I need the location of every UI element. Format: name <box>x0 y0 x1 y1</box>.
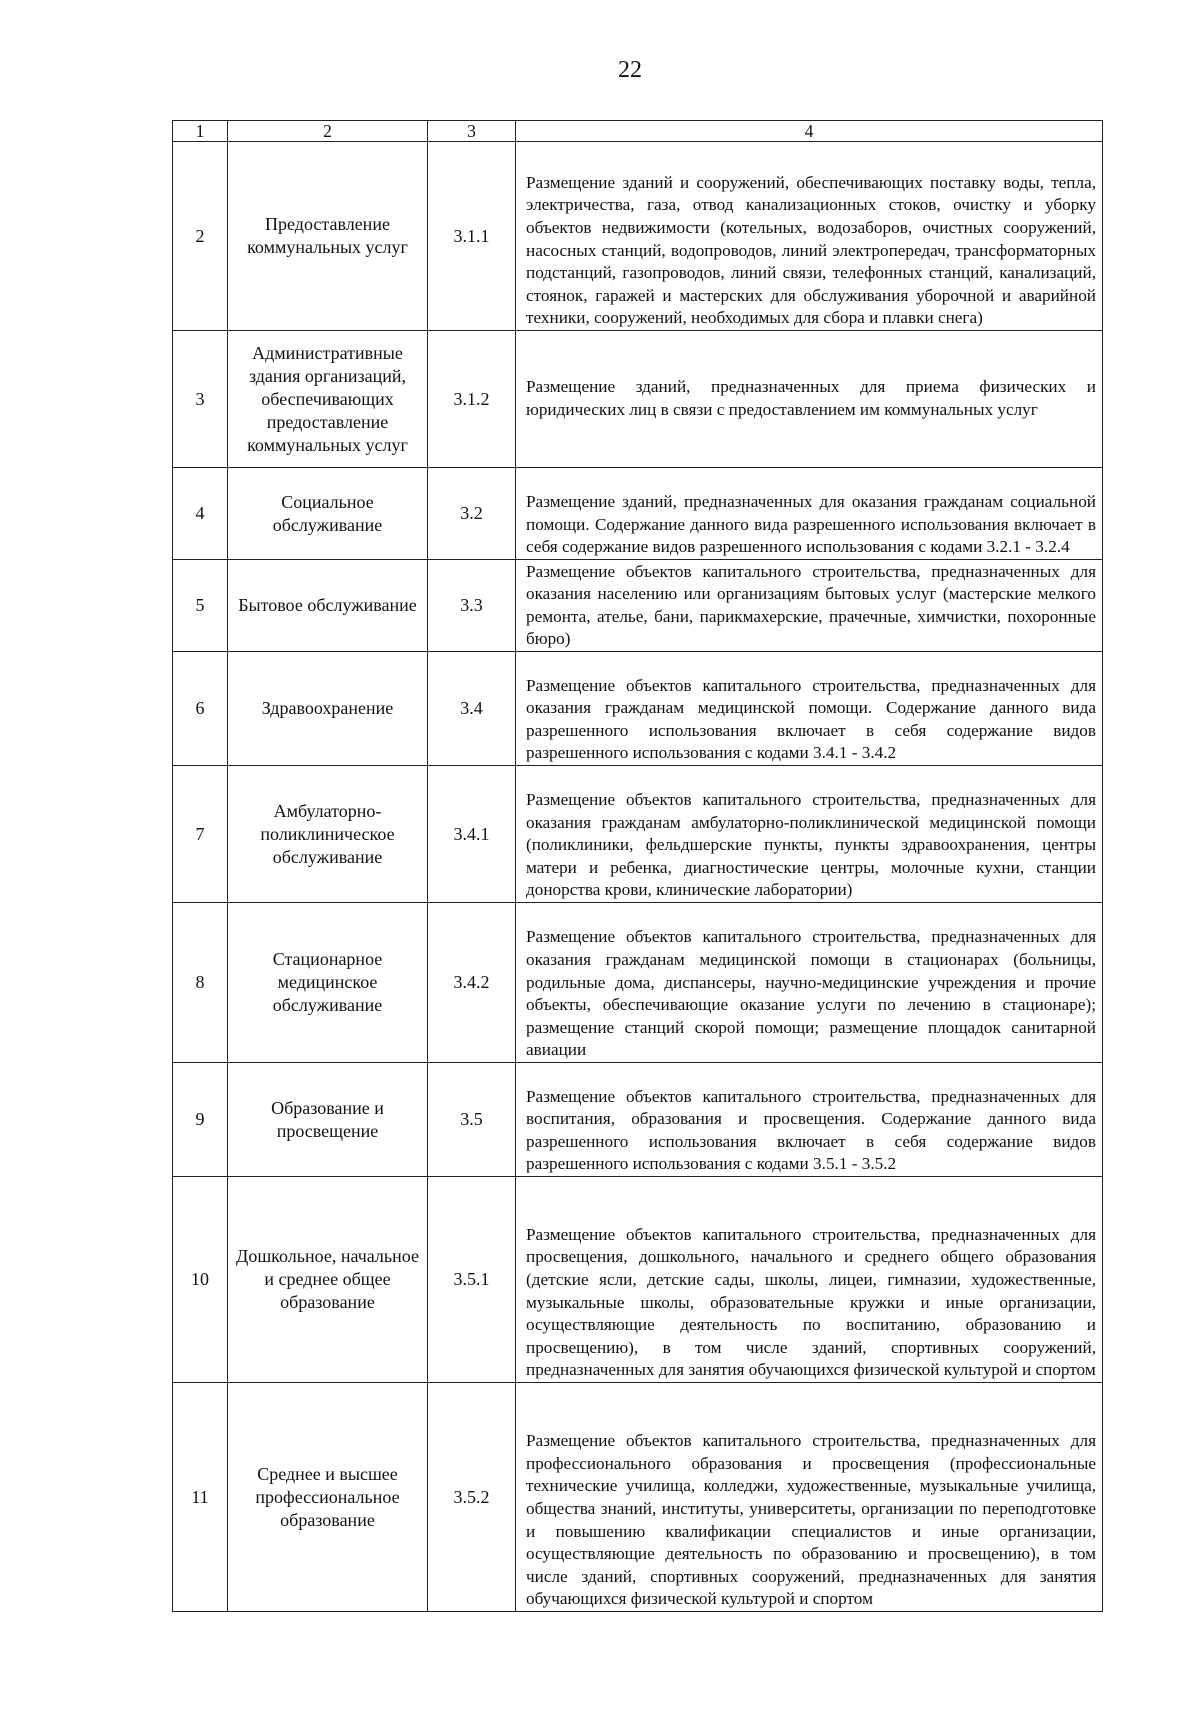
row-code: 3.3 <box>428 560 516 652</box>
row-name: Амбулаторно-поликлиническое обслуживание <box>228 766 428 903</box>
row-description: Размещение зданий, предназначенных для оказания гражданам социальной помощи. Содержание данного вида разрешенного использования включает в себя содержание видов разрешенного использования с кодами 3.2.1 - 3.2.4 <box>516 468 1103 560</box>
row-description: Размещение объектов капитального строительства, предназначенных для профессионального образования и просвещения (профессиональные технические училища, колледжи, художественные, музыкальные училища, общества знаний, институты, университеты, организации по переподготовке и повышению квалификации специалистов и иные организации, осуществляющие деятельность по образованию и просвещению), в том числе зданий, спортивных сооружений, предназначенных для занятия обучающихся физической культурой и спортом <box>516 1383 1103 1612</box>
page-number: 22 <box>618 57 642 83</box>
row-code: 3.5.1 <box>428 1177 516 1383</box>
table-row <box>173 903 1103 1063</box>
land-use-table <box>172 120 1103 1612</box>
row-code: 3.4.1 <box>428 766 516 903</box>
row-number: 7 <box>173 766 228 903</box>
table-row <box>173 142 1103 331</box>
table-row <box>173 652 1103 766</box>
row-description: Размещение объектов капитального строительства, предназначенных для оказания гражданам медицинской помощи. Содержание данного вида разрешенного использования включает в себя содержание видов разрешенного использования с кодами 3.4.1 - 3.4.2 <box>516 652 1103 766</box>
row-number: 2 <box>173 142 228 331</box>
header-cell-3: 3 <box>428 121 516 142</box>
row-number: 11 <box>173 1383 228 1612</box>
row-name: Бытовое обслуживание <box>228 560 428 652</box>
row-number: 4 <box>173 468 228 560</box>
row-name: Дошкольное, начальное и среднее общее образование <box>228 1177 428 1383</box>
row-code: 3.2 <box>428 468 516 560</box>
row-name: Административные здания организаций, обеспечивающих предоставление коммунальных услуг <box>228 331 428 468</box>
row-code: 3.5.2 <box>428 1383 516 1612</box>
row-code: 3.1.1 <box>428 142 516 331</box>
row-number: 3 <box>173 331 228 468</box>
row-number: 8 <box>173 903 228 1063</box>
row-name: Стационарное медицинское обслуживание <box>228 903 428 1063</box>
row-code: 3.5 <box>428 1063 516 1177</box>
row-description: Размещение зданий и сооружений, обеспечивающих поставку воды, тепла, электричества, газа, отвод канализационных стоков, очистку и уборку объектов недвижимости (котельных, водозаборов, очистных сооружений, насосных станций, водопроводов, линий электропередач, трансформаторных подстанций, газопроводов, линий связи, телефонных станций, канализаций, стоянок, гаражей и мастерских для обслуживания уборочной и аварийной техники, сооружений, необходимых для сбора и плавки снега) <box>516 142 1103 331</box>
row-description: Размещение объектов капитального строительства, предназначенных для оказания гражданам медицинской помощи в стационарах (больницы, родильные дома, диспансеры, научно-медицинские учреждения и прочие объекты, обеспечивающие оказание услуги по лечению в стационаре); размещение станций скорой помощи; размещение площадок санитарной авиации <box>516 903 1103 1063</box>
row-number: 6 <box>173 652 228 766</box>
row-code: 3.4.2 <box>428 903 516 1063</box>
row-name: Среднее и высшее профессиональное образование <box>228 1383 428 1612</box>
table-header-row <box>173 121 1103 142</box>
table-row <box>173 1383 1103 1612</box>
row-name: Социальное обслуживание <box>228 468 428 560</box>
table-row <box>173 560 1103 652</box>
row-code: 3.1.2 <box>428 331 516 468</box>
table-row <box>173 468 1103 560</box>
table-row <box>173 1063 1103 1177</box>
header-cell-4: 4 <box>516 121 1103 142</box>
row-number: 5 <box>173 560 228 652</box>
row-name: Здравоохранение <box>228 652 428 766</box>
row-code: 3.4 <box>428 652 516 766</box>
row-number: 9 <box>173 1063 228 1177</box>
row-number: 10 <box>173 1177 228 1383</box>
row-description: Размещение объектов капитального строительства, предназначенных для просвещения, дошкольного, начального и среднего общего образования (детские ясли, детские сады, школы, лицеи, гимназии, художественные, музыкальные школы, образовательные кружки и иные организации, осуществляющие деятельность по воспитанию, образованию и просвещению), в том числе зданий, спортивных сооружений, предназначенных для занятия обучающихся физической культурой и спортом <box>516 1177 1103 1383</box>
header-cell-2: 2 <box>228 121 428 142</box>
row-description: Размещение зданий, предназначенных для приема физических и юридических лиц в связи с предоставлением им коммунальных услуг <box>516 331 1103 468</box>
row-description: Размещение объектов капитального строительства, предназначенных для воспитания, образования и просвещения. Содержание данного вида разрешенного использования включает в себя содержание видов разрешенного использования с кодами 3.5.1 - 3.5.2 <box>516 1063 1103 1177</box>
row-name: Предоставление коммунальных услуг <box>228 142 428 331</box>
table-row <box>173 766 1103 903</box>
table-row <box>173 331 1103 468</box>
row-name: Образование и просвещение <box>228 1063 428 1177</box>
row-description: Размещение объектов капитального строительства, предназначенных для оказания гражданам амбулаторно-поликлинической медицинской помощи (поликлиники, фельдшерские пункты, пункты здравоохранения, центры матери и ребенка, диагностические центры, молочные кухни, станции донорства крови, клинические лаборатории) <box>516 766 1103 903</box>
row-description: Размещение объектов капитального строительства, предназначенных для оказания населению или организациям бытовых услуг (мастерские мелкого ремонта, ателье, бани, парикмахерские, прачечные, химчистки, похоронные бюро) <box>516 560 1103 652</box>
header-cell-1: 1 <box>173 121 228 142</box>
table-row <box>173 1177 1103 1383</box>
